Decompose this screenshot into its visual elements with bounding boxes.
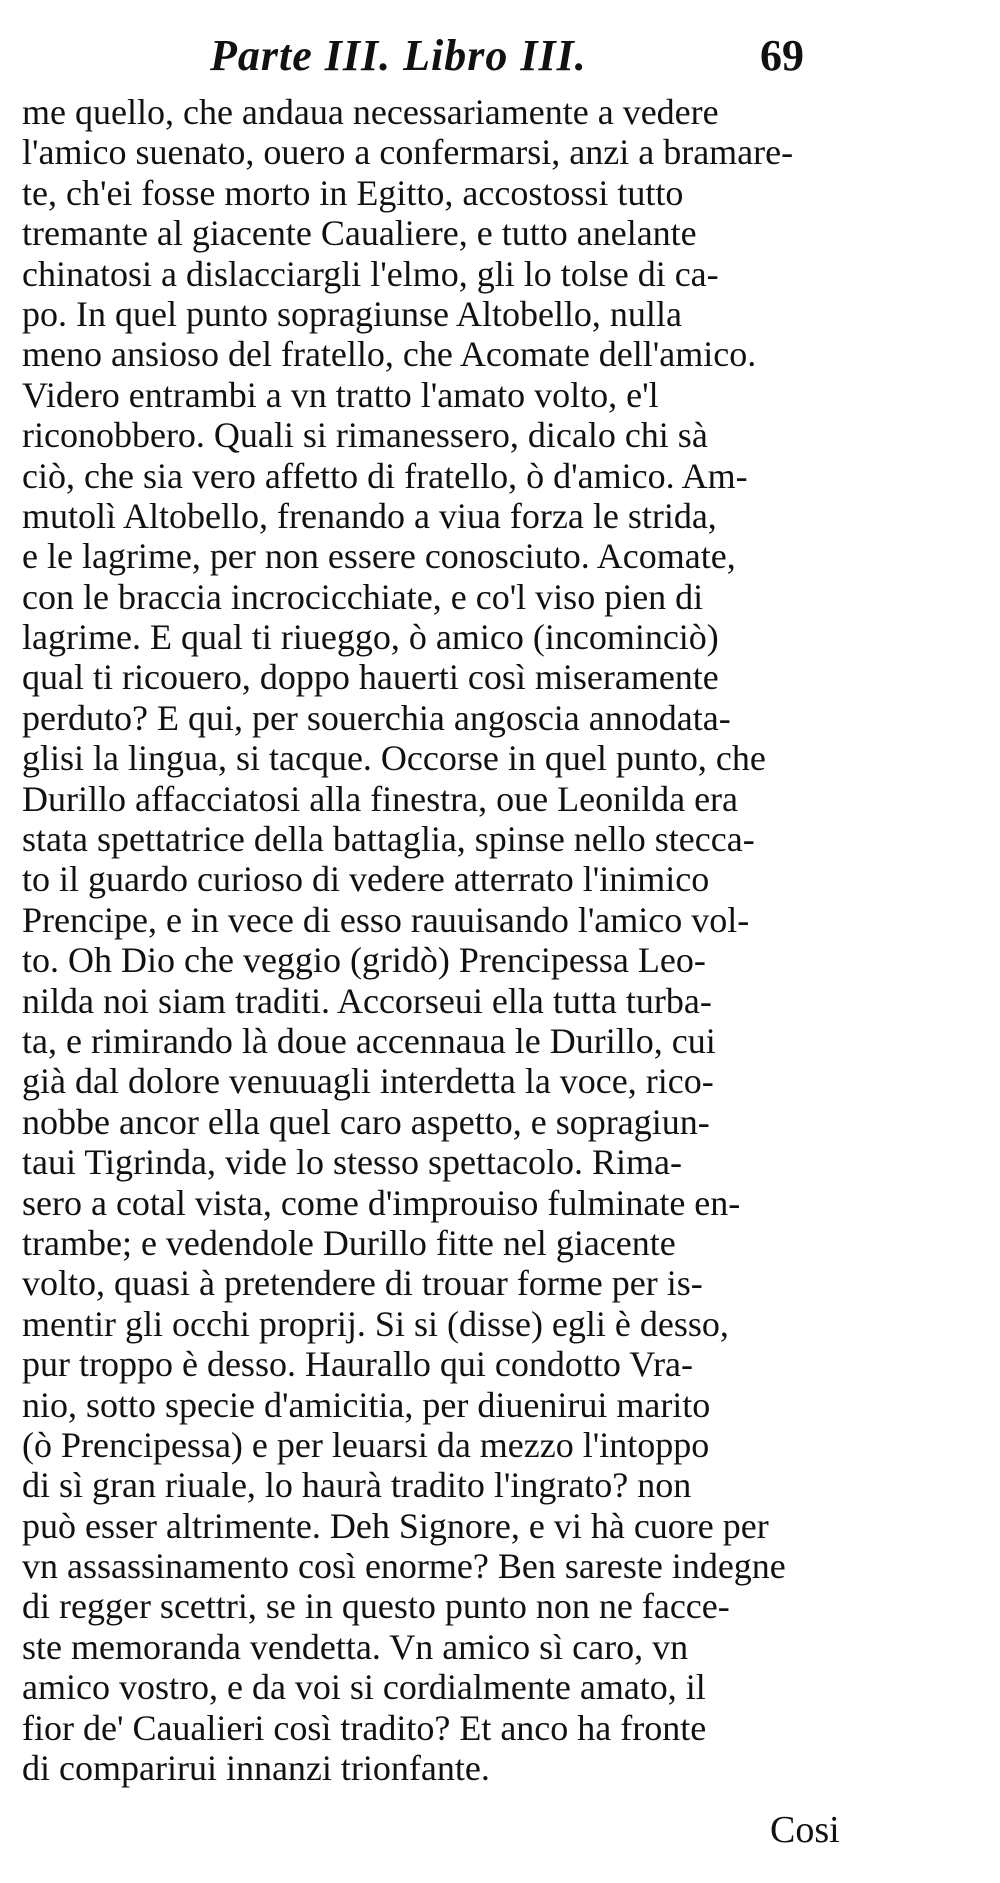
text-line: di sì gran riuale, lo haurà tradito l'ingrato? non xyxy=(22,1465,692,1506)
text-line: nilda noi siam traditi. Accorseui ella tutta turba- xyxy=(22,980,712,1021)
text-line: di regger scettri, se in questo punto non ne facce- xyxy=(22,1586,730,1627)
text-line: Videro entrambi a vn tratto l'amato volto, e'l xyxy=(22,374,659,415)
text-line: me quello, che andaua necessariamente a vedere xyxy=(22,92,719,132)
text-line: (ò Prencipessa) e per leuarsi da mezzo l'intoppo xyxy=(22,1424,710,1465)
page-number: 69 xyxy=(760,31,804,80)
text-line: pur troppo è desso. Haurallo qui condotto Vra- xyxy=(22,1344,694,1385)
text-line: to. Oh Dio che veggio (gridò) Prencipessa Leo- xyxy=(22,940,706,981)
text-line: e le lagrime, per non essere conosciuto. Acomate, xyxy=(22,536,736,577)
body-text xyxy=(22,92,902,1788)
text-line: ste memoranda vendetta. Vn amico sì caro, vn xyxy=(22,1626,689,1667)
text-line: sero a cotal vista, come d'improuiso fulminate en- xyxy=(22,1182,741,1223)
text-line: mutolì Altobello, frenando a viua forza le strida, xyxy=(22,495,717,536)
text-line: Durillo affacciatosi alla finestra, oue Leonilda era xyxy=(22,778,739,819)
text-line: nobbe ancor ella quel caro aspetto, e sopragiun- xyxy=(22,1101,710,1142)
text-line: vn assassinamento così enorme? Ben sareste indegne xyxy=(22,1546,786,1587)
text-line: ta, e rimirando là doue accennaua le Durillo, cui xyxy=(22,1020,716,1061)
text-line: volto, quasi à pretendere di trouar forme per is- xyxy=(22,1263,703,1304)
text-line: glisi la lingua, si tacque. Occorse in quel punto, che xyxy=(22,738,766,779)
text-line: meno ansioso del fratello, che Acomate dell'amico. xyxy=(22,334,757,375)
text-line: può esser altrimente. Deh Signore, e vi hà cuore per xyxy=(22,1505,769,1546)
text-line: stata spettatrice della battaglia, spinse nello stecca- xyxy=(22,819,755,860)
text-line: po. In quel punto sopragiunse Altobello, nulla xyxy=(22,293,682,334)
running-title: Parte III. Libro III. xyxy=(210,31,587,80)
catchword: Cosi xyxy=(770,1809,840,1851)
text-line: già dal dolore venuuagli interdetta la voce, rico- xyxy=(22,1061,714,1102)
text-line: trambe; e vedendole Durillo fitte nel giacente xyxy=(22,1222,676,1263)
running-head xyxy=(0,30,1000,90)
text-line: fior de' Caualieri così tradito? Et anco ha fronte xyxy=(22,1707,707,1748)
text-line: Prencipe, e in vece di esso rauuisando l'amico vol- xyxy=(22,899,750,940)
text-line: qual ti ricouero, doppo hauerti così miseramente xyxy=(22,657,719,698)
text-line: perduto? E qui, per souerchia angoscia annodata- xyxy=(22,697,731,738)
text-line: te, ch'ei fosse morto in Egitto, accostossi tutto xyxy=(22,172,684,213)
text-line: con le braccia incrocicchiate, e co'l viso pien di xyxy=(22,576,704,617)
text-line: lagrime. E qual ti riueggo, ò amico (incominciò) xyxy=(22,617,719,658)
text-line: to il guardo curioso di vedere atterrato l'inimico xyxy=(22,859,710,900)
text-line: mentir gli occhi proprij. Si si (disse) egli è desso, xyxy=(22,1303,729,1344)
text-line: taui Tigrinda, vide lo stesso spettacolo. Rima- xyxy=(22,1142,682,1183)
text-line: ciò, che sia vero affetto di fratello, ò d'amico. Am- xyxy=(22,455,748,496)
text-line: nio, sotto specie d'amicitia, per diuenirui marito xyxy=(22,1384,711,1425)
text-line: l'amico suenato, ouero a confermarsi, anzi a bramare- xyxy=(22,132,794,173)
text-line: riconobbero. Quali si rimanessero, dicalo chi sà xyxy=(22,415,708,456)
text-line: amico vostro, e da voi si cordialmente amato, il xyxy=(22,1667,706,1708)
text-line: tremante al giacente Caualiere, e tutto anelante xyxy=(22,213,697,254)
text-line: di comparirui innanzi trionfante. xyxy=(22,1748,490,1789)
text-line: chinatosi a dislacciargli l'elmo, gli lo tolse di ca- xyxy=(22,253,719,294)
